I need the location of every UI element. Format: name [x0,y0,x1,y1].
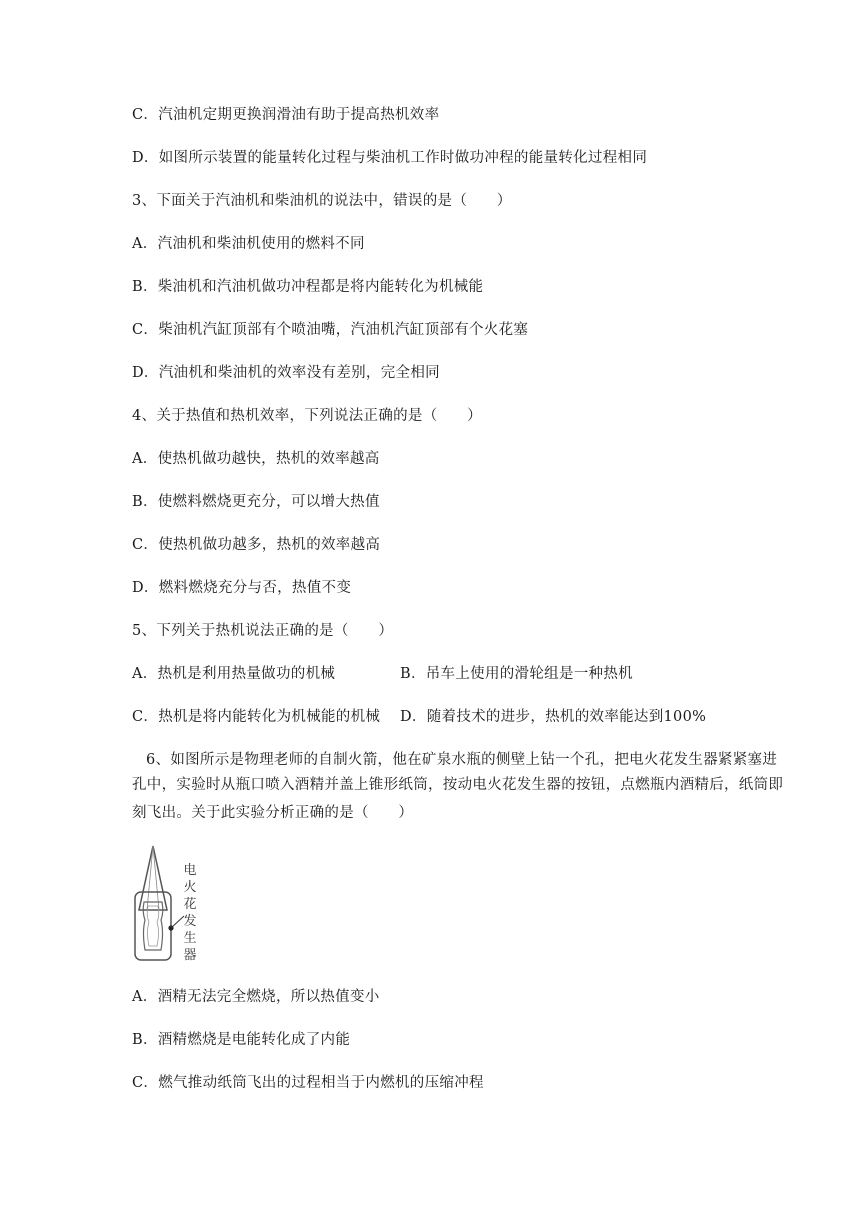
q6-stem-line-3: 刻飞出。关于此实验分析正确的是（ ） [132,805,414,821]
spark-generator-label [182,862,198,964]
label-char: 发 [183,914,197,929]
q3-option-b: B．柴油机和汽油机做功冲程都是将内能转化为机械能 [132,279,484,295]
q4-option-c: C．使热机做功越多，热机的效率越高 [132,537,381,553]
label-char: 器 [183,948,197,963]
q2-option-c: C．汽油机定期更换润滑油有助于提高热机效率 [132,107,440,123]
q3-option-d: D．汽油机和柴油机的效率没有差别，完全相同 [132,365,440,381]
label-char: 生 [183,931,197,946]
q5-option-b: B．吊车上使用的滑轮组是一种热机 [400,666,633,682]
q6-option-b: B．酒精燃烧是电能转化成了内能 [132,1032,351,1048]
label-char: 电 [183,863,197,878]
label-char: 花 [183,897,197,912]
label-char: 火 [183,880,197,895]
q5-stem: 5、下列关于热机说法正确的是（ ） [132,623,394,639]
q3-option-c: C．柴油机汽缸顶部有个喷油嘴，汽油机汽缸顶部有个火花塞 [132,322,529,338]
q6-stem-line-2: 孔中，实验时从瓶口喷入酒精并盖上锥形纸筒，按动电火花发生器的按钮，点燃瓶内酒精后，纸筒即 [132,777,784,793]
q3-stem: 3、下面关于汽油机和柴油机的说法中，错误的是（ ） [132,193,512,209]
q5-option-d: D．随着技术的进步，热机的效率能达到100% [400,709,707,725]
rocket-bottle-figure [120,840,220,970]
q5-option-a: A．热机是利用热量做功的机械 [132,666,336,682]
q5-option-c: C．热机是将内能转化为机械能的机械 [132,709,381,725]
q4-option-b: B．使燃料燃烧更充分，可以增大热值 [132,494,380,510]
q6-option-c: C．燃气推动纸筒飞出的过程相当于内燃机的压缩冲程 [132,1075,484,1091]
q4-option-d: D．燃料燃烧充分与否，热值不变 [132,580,352,596]
q4-option-a: A．使热机做功越快，热机的效率越高 [132,451,380,467]
q2-option-d: D．如图所示装置的能量转化过程与柴油机工作时做功冲程的能量转化过程相同 [132,150,648,166]
q3-option-a: A．汽油机和柴油机使用的燃料不同 [132,236,365,252]
q6-stem-line-1: 6、如图所示是物理老师的自制火箭，他在矿泉水瓶的侧壁上钻一个孔，把电火花发生器紧紧塞进 [146,752,778,768]
q4-stem: 4、关于热值和热机效率，下列说法正确的是（ ） [132,408,482,424]
q6-option-a: A．酒精无法完全燃烧，所以热值变小 [132,989,380,1005]
